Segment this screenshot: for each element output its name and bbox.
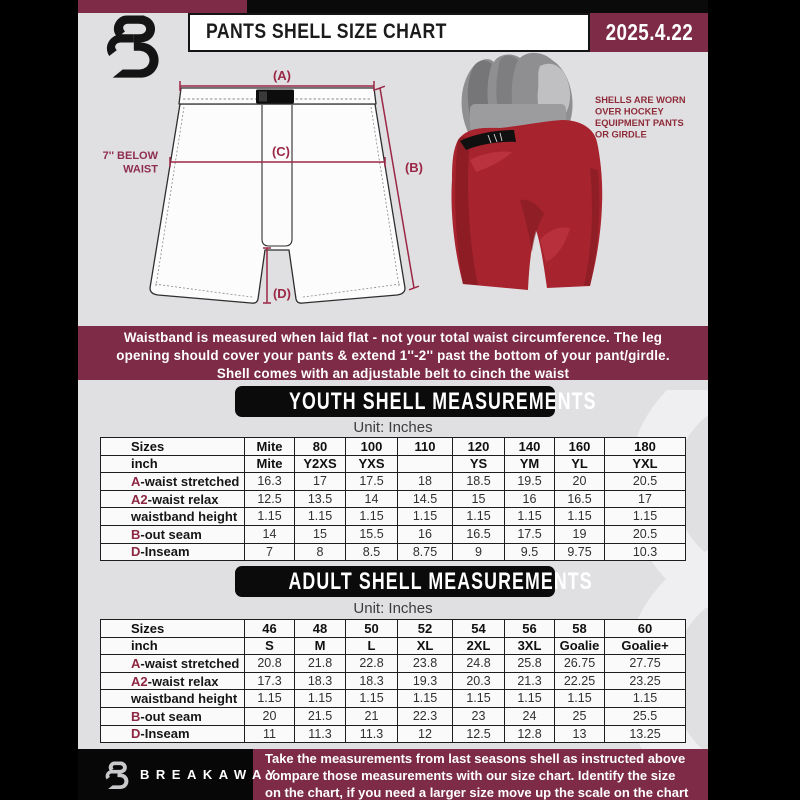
size-cell: 16: [505, 490, 555, 508]
size-cell: 50: [346, 620, 398, 638]
size-cell: 46: [245, 620, 295, 638]
size-cell: 1.15: [295, 690, 346, 708]
adult-unit-label: Unit: Inches: [353, 600, 433, 617]
size-cell: 9.5: [505, 543, 555, 561]
photo-note-line: SHELLS ARE WORN: [595, 95, 686, 105]
size-cell: 8.75: [398, 543, 453, 561]
size-cell: 12.5: [453, 725, 505, 743]
row-label: A2-waist relax: [101, 672, 245, 690]
size-cell: 12: [398, 725, 453, 743]
size-cell: 3XL: [505, 637, 555, 655]
size-cell: 18.5: [453, 473, 505, 491]
size-cell: 25.8: [505, 655, 555, 673]
label-b: (B): [404, 160, 424, 175]
size-cell: 13.5: [295, 490, 346, 508]
size-cell: 80: [295, 438, 346, 456]
banner-line: Shell comes with an adjustable belt to cinch the waist: [216, 366, 570, 381]
size-cell: 12.8: [505, 725, 555, 743]
size-cell: 20.8: [245, 655, 295, 673]
size-cell: 13: [555, 725, 605, 743]
row-label: B-out seam: [101, 707, 245, 725]
label-d: (D): [272, 286, 292, 301]
size-cell: 56: [505, 620, 555, 638]
row-label: A-waist stretched: [101, 473, 245, 491]
size-cell: YXS: [346, 455, 398, 473]
waist-note-line1: 7'' BELOW: [102, 150, 158, 162]
page-title: PANTS SHELL SIZE CHART: [205, 20, 447, 43]
row-label: D-Inseam: [101, 543, 245, 561]
size-cell: 160: [555, 438, 605, 456]
breakaway-footer-logo-icon: [105, 760, 131, 790]
size-cell: 21: [346, 707, 398, 725]
waist-note-line2: WAIST: [123, 163, 158, 176]
size-cell: 9: [453, 543, 505, 561]
measurement-table: [100, 437, 686, 561]
table-row: [101, 543, 686, 561]
size-cell: XL: [398, 637, 453, 655]
size-chart-page: [78, 0, 708, 800]
adult-section-title: ADULT SHELL MEASUREMENTS: [288, 568, 593, 595]
size-cell: Y2XS: [295, 455, 346, 473]
size-cell: 16: [398, 525, 453, 543]
size-cell: 21.3: [505, 672, 555, 690]
size-cell: L: [346, 637, 398, 655]
size-cell: 15.5: [346, 525, 398, 543]
size-cell: 23: [453, 707, 505, 725]
table-row: [101, 508, 686, 526]
size-cell: M: [295, 637, 346, 655]
size-cell: 1.15: [555, 690, 605, 708]
photo-note-line: OR GIRDLE: [595, 129, 647, 140]
size-cell: 1.15: [245, 690, 295, 708]
size-cell: 22.3: [398, 707, 453, 725]
size-cell: Goalie: [555, 637, 605, 655]
size-cell: 18.3: [346, 672, 398, 690]
youth-section-header: [235, 386, 597, 417]
adult-section-header: [235, 566, 593, 597]
size-cell: 1.15: [605, 690, 686, 708]
size-cell: 58: [555, 620, 605, 638]
size-cell: 24: [505, 707, 555, 725]
label-a: (A): [272, 68, 292, 83]
footer-instructions: [253, 749, 708, 800]
banner-line: opening should cover your pants & extend 1''-2'' past the bottom of your pant/girdle.: [116, 348, 670, 363]
size-cell: 13.25: [605, 725, 686, 743]
banner-line: Waistband is measured when laid flat - not your total waist circumference. The leg: [123, 330, 663, 345]
size-cell: 16.5: [555, 490, 605, 508]
size-cell: 7: [245, 543, 295, 561]
size-cell: 120: [453, 438, 505, 456]
size-cell: 18.3: [295, 672, 346, 690]
size-cell: 25.5: [605, 707, 686, 725]
size-cell: 8: [295, 543, 346, 561]
size-cell: 1.15: [453, 508, 505, 526]
size-cell: 140: [505, 438, 555, 456]
photo-note-line: OVER HOCKEY: [595, 106, 664, 117]
size-cell: 20.5: [605, 525, 686, 543]
table-row: [101, 637, 686, 655]
size-cell: 11.3: [295, 725, 346, 743]
size-cell: 1.15: [398, 690, 453, 708]
size-cell: 11: [245, 725, 295, 743]
size-cell: 17.5: [346, 473, 398, 491]
size-cell: 48: [295, 620, 346, 638]
waist-note: [103, 150, 159, 176]
photo-note: [595, 95, 686, 140]
table-row: [101, 490, 686, 508]
girdle-photo: [462, 53, 573, 132]
youth-section-title: YOUTH SHELL MEASUREMENTS: [289, 388, 597, 415]
table-row: [101, 655, 686, 673]
footer-line: on the chart, if you need a larger size move up the scale on the chart: [265, 784, 689, 800]
table-row: [101, 525, 686, 543]
size-cell: 14: [346, 490, 398, 508]
table-row: [101, 438, 686, 456]
page-title-bar: [188, 13, 590, 52]
size-cell: YL: [555, 455, 605, 473]
size-cell: 1.15: [505, 508, 555, 526]
size-cell: Mite: [245, 455, 295, 473]
size-cell: 1.15: [245, 508, 295, 526]
size-cell: 17.3: [245, 672, 295, 690]
size-cell: 1.15: [453, 690, 505, 708]
size-cell: 1.15: [505, 690, 555, 708]
size-cell: 23.8: [398, 655, 453, 673]
label-c: (C): [271, 144, 291, 159]
waistband-info-banner: [78, 326, 708, 380]
size-cell: YM: [505, 455, 555, 473]
photo-note-line: EQUIPMENT PANTS: [595, 118, 684, 128]
size-cell: 15: [453, 490, 505, 508]
size-cell: YS: [453, 455, 505, 473]
table-row: [101, 725, 686, 743]
size-cell: 23.25: [605, 672, 686, 690]
size-cell: 22.25: [555, 672, 605, 690]
size-cell: 21.5: [295, 707, 346, 725]
size-cell: 16.5: [453, 525, 505, 543]
size-cell: 19: [555, 525, 605, 543]
size-cell: 11.3: [346, 725, 398, 743]
measurement-table: [100, 619, 686, 743]
youth-size-table: [100, 437, 686, 561]
size-cell: 1.15: [346, 508, 398, 526]
footer-line: Take the measurements from last seasons shell as instructed above: [265, 751, 686, 766]
size-cell: 18: [398, 473, 453, 491]
row-label: waistband height: [101, 690, 245, 708]
size-cell: 60: [605, 620, 686, 638]
size-cell: 15: [295, 525, 346, 543]
date-text: 2025.4.22: [605, 19, 693, 45]
row-label: B-out seam: [101, 525, 245, 543]
row-label: Sizes: [101, 438, 245, 456]
size-cell: 24.8: [453, 655, 505, 673]
row-label: A-waist stretched: [101, 655, 245, 673]
size-cell: 14.5: [398, 490, 453, 508]
top-strip-black: [247, 0, 708, 13]
size-cell: YXL: [605, 455, 686, 473]
size-cell: S: [245, 637, 295, 655]
size-cell: 10.3: [605, 543, 686, 561]
date-badge: [590, 13, 708, 52]
table-row: [101, 672, 686, 690]
size-cell: 54: [453, 620, 505, 638]
shorts-line-drawing: [150, 88, 405, 303]
size-cell: 26.75: [555, 655, 605, 673]
size-cell: 19.5: [505, 473, 555, 491]
size-cell: 17: [295, 473, 346, 491]
row-label: inch: [101, 637, 245, 655]
size-cell: 20: [555, 473, 605, 491]
size-cell: 14: [245, 525, 295, 543]
size-cell: 21.8: [295, 655, 346, 673]
table-row: [101, 473, 686, 491]
adult-size-table: [100, 619, 686, 743]
breakaway-logo-icon: [104, 12, 166, 80]
shell-measurement-diagram: [78, 50, 708, 328]
size-cell: 12.5: [245, 490, 295, 508]
size-cell: 8.5: [346, 543, 398, 561]
size-cell: 16.3: [245, 473, 295, 491]
table-row: [101, 690, 686, 708]
size-cell: 1.15: [555, 508, 605, 526]
size-cell: [398, 455, 453, 473]
size-cell: 20: [245, 707, 295, 725]
size-cell: 2XL: [453, 637, 505, 655]
footer-brand-name: BREAKAWAY: [140, 767, 282, 782]
size-cell: 1.15: [295, 508, 346, 526]
size-cell: 22.8: [346, 655, 398, 673]
row-label: A2-waist relax: [101, 490, 245, 508]
size-cell: 19.3: [398, 672, 453, 690]
size-cell: 1.15: [398, 508, 453, 526]
size-cell: 27.75: [605, 655, 686, 673]
size-cell: 17: [605, 490, 686, 508]
table-row: [101, 455, 686, 473]
size-cell: 110: [398, 438, 453, 456]
size-cell: 20.5: [605, 473, 686, 491]
table-row: [101, 620, 686, 638]
size-cell: Goalie+: [605, 637, 686, 655]
shell-photo: [451, 120, 602, 290]
footer-line: compare those measurements with our size chart. Identify the size: [265, 767, 676, 783]
size-cell: 180: [605, 438, 686, 456]
size-cell: 1.15: [346, 690, 398, 708]
size-cell: Mite: [245, 438, 295, 456]
size-cell: 25: [555, 707, 605, 725]
size-cell: 100: [346, 438, 398, 456]
youth-unit-label: Unit: Inches: [353, 419, 433, 436]
table-row: [101, 707, 686, 725]
size-cell: 1.15: [605, 508, 686, 526]
row-label: D-Inseam: [101, 725, 245, 743]
size-cell: 9.75: [555, 543, 605, 561]
row-label: Sizes: [101, 620, 245, 638]
row-label: waistband height: [101, 508, 245, 526]
size-cell: 20.3: [453, 672, 505, 690]
size-cell: 17.5: [505, 525, 555, 543]
row-label: inch: [101, 455, 245, 473]
size-cell: 52: [398, 620, 453, 638]
